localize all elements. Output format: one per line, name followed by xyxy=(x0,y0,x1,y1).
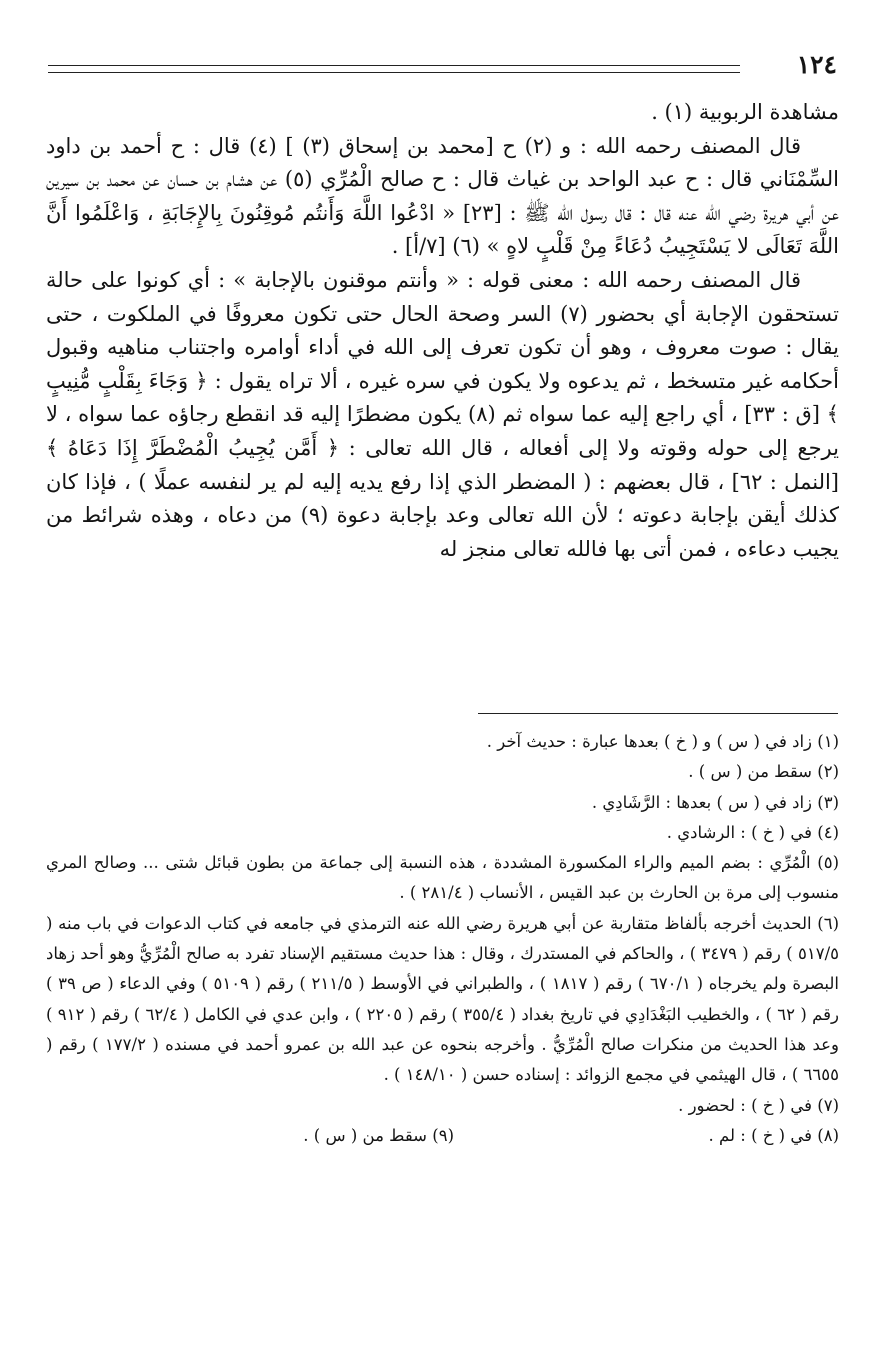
footnote-row xyxy=(46,1121,839,1151)
footnotes xyxy=(46,727,839,1151)
footnote-separator xyxy=(478,713,838,714)
footnote: (٤) في ( خ ) : الرشادي . xyxy=(666,822,839,842)
body-paragraph: مشاهدة الربوبية (١) . xyxy=(651,100,839,124)
footnote: (٥) الْمُرِّي : بضم الميم والراء المكسورة المشددة ، هذه النسبة إلى جماعة من بطون قبائل شتى ... وصالح المري منسوب إلى مرة بن الحارث بن عبد القيس ، الأنساب ( ٢٨١/٤ ) . xyxy=(46,853,839,903)
footnote: (١) زاد في ( س ) و ( خ ) بعدها عبارة : حديث آخر . xyxy=(486,732,839,751)
footnote: (٦) الحديث أخرجه بألفاظ متقاربة عن أبي هريرة رضي الله عنه الترمذي في جامعه في كتاب الدعوات في باب منه ( ٥١٧/٥ ) رقم ( ٣٤٧٩ ) ، والحاكم في المستدرك ، وقال : هذا حديث مستقيم الإسناد تفرد به صالح الْمُرِّيُّ وهو أحد زهاد البصرة ولم يخرجاه ( ٦٧٠/١ ) رقم ( ١٨١٧ ) ، والطبراني في الأوسط ( ٢١١/٥ ) رقم ( ٥١٠٩ ) وفي الدعاء ( ص ٣٩ ) رقم ( ٦٢ ) ، والخطيب البَغْدَادِي في تاريخ بغداد ( ٣٥٥/٤ ) رقم ( ٢٢٠٥ ) ، وابن عدي في الكامل ( ٦٢/٤ ) رقم ( ٩١٢ ) وعد هذا الحديث من منكرات صالح الْمُرِّيُّ . وأخرجه بنحوه عن عبد الله بن عمرو أحمد في مسنده ( ١٧٧/٢ ) رقم ( ٦٦٥٥ ) ، قال الهيثمي في مجمع الزوائد : إسناده حسن ( ١٤٨/١٠ ) . xyxy=(46,913,839,1085)
footnote: (٢) سقط من ( س ) . xyxy=(688,762,839,782)
footnote: (٨) في ( خ ) : لم . xyxy=(708,1125,839,1145)
footnote: (٧) في ( خ ) : لحضور . xyxy=(678,1095,839,1115)
footnote: (٩) سقط من ( س ) . xyxy=(303,1125,454,1145)
body-paragraph: قال المصنف رحمه الله : و (٢) ح [محمد بن إسحاق (٣) ] (٤) قال : ح أحمد بن داود السِّمْنَاني قال : ح عبد الواحد بن غياث قال : ح صالح الْمُرِّي (٥) عن هشام بن حسان عن محمد بن سيرين عن أبي هريرة رضي الله عنه قال : قال رسول الله ﷺ : [٢٣] « ادْعُوا اللَّهَ وَأَنتُم مُوقِنُونَ بِالإِجَابَةِ ، وَاعْلَمُوا أَنَّ اللَّهَ تَعَالَى لا يَسْتَجِيبُ دُعَاءً مِنْ قَلْبٍ لاهٍ » (٦) [٧/أ] . xyxy=(46,133,839,259)
body-paragraph: قال المصنف رحمه الله : معنى قوله : « وأنتم موقنون بالإجابة » : أي كونوا على حالة تستحقون الإجابة أي بحضور (٧) السر وصحة الحال حتى تكون معروفًا في الملكوت ، حتى يقال : صوت معروف ، وهو أن تكون تعرف إلى الله في أداء أوامره واجتناب مناهيه وقبول أحكامه غير متسخط ، ثم يدعوه ولا يكون في سره غيره ، ألا تراه يقول : ﴿ وَجَاءَ بِقَلْبٍ مُّنِيبٍ ﴾ [ق : ٣٣] ، أي راجع إليه عما سواه ثم (٨) يكون مضطرًا إليه قد انقطع رجاؤه عما سواه ، لا يرجع إلى حوله وقوته ولا إلى أفعاله ، قال الله تعالى : ﴿ أَمَّن يُجِيبُ الْمُضْطَرَّ إِذَا دَعَاهُ ﴾ [النمل : ٦٢] ، قال بعضهم : ( المضطر الذي إذا رفع يديه إليه لم ير لنفسه عملًا ) ، فإذا كان كذلك أيقن بإجابة دعوته ؛ لأن الله تعالى وعد بإجابة دعوة (٩) من دعاه ، وهذه شرائط من يجيب دعاءه ، فمن أتى بها فالله تعالى منجز له xyxy=(46,267,839,561)
footnote: (٣) زاد في ( س ) بعدها : الرَّشَادِي . xyxy=(591,792,839,812)
header-rule-bottom xyxy=(48,72,740,73)
main-text xyxy=(46,96,839,566)
header-rule-top xyxy=(48,65,740,66)
page-number: ١٢٤ xyxy=(796,50,837,79)
